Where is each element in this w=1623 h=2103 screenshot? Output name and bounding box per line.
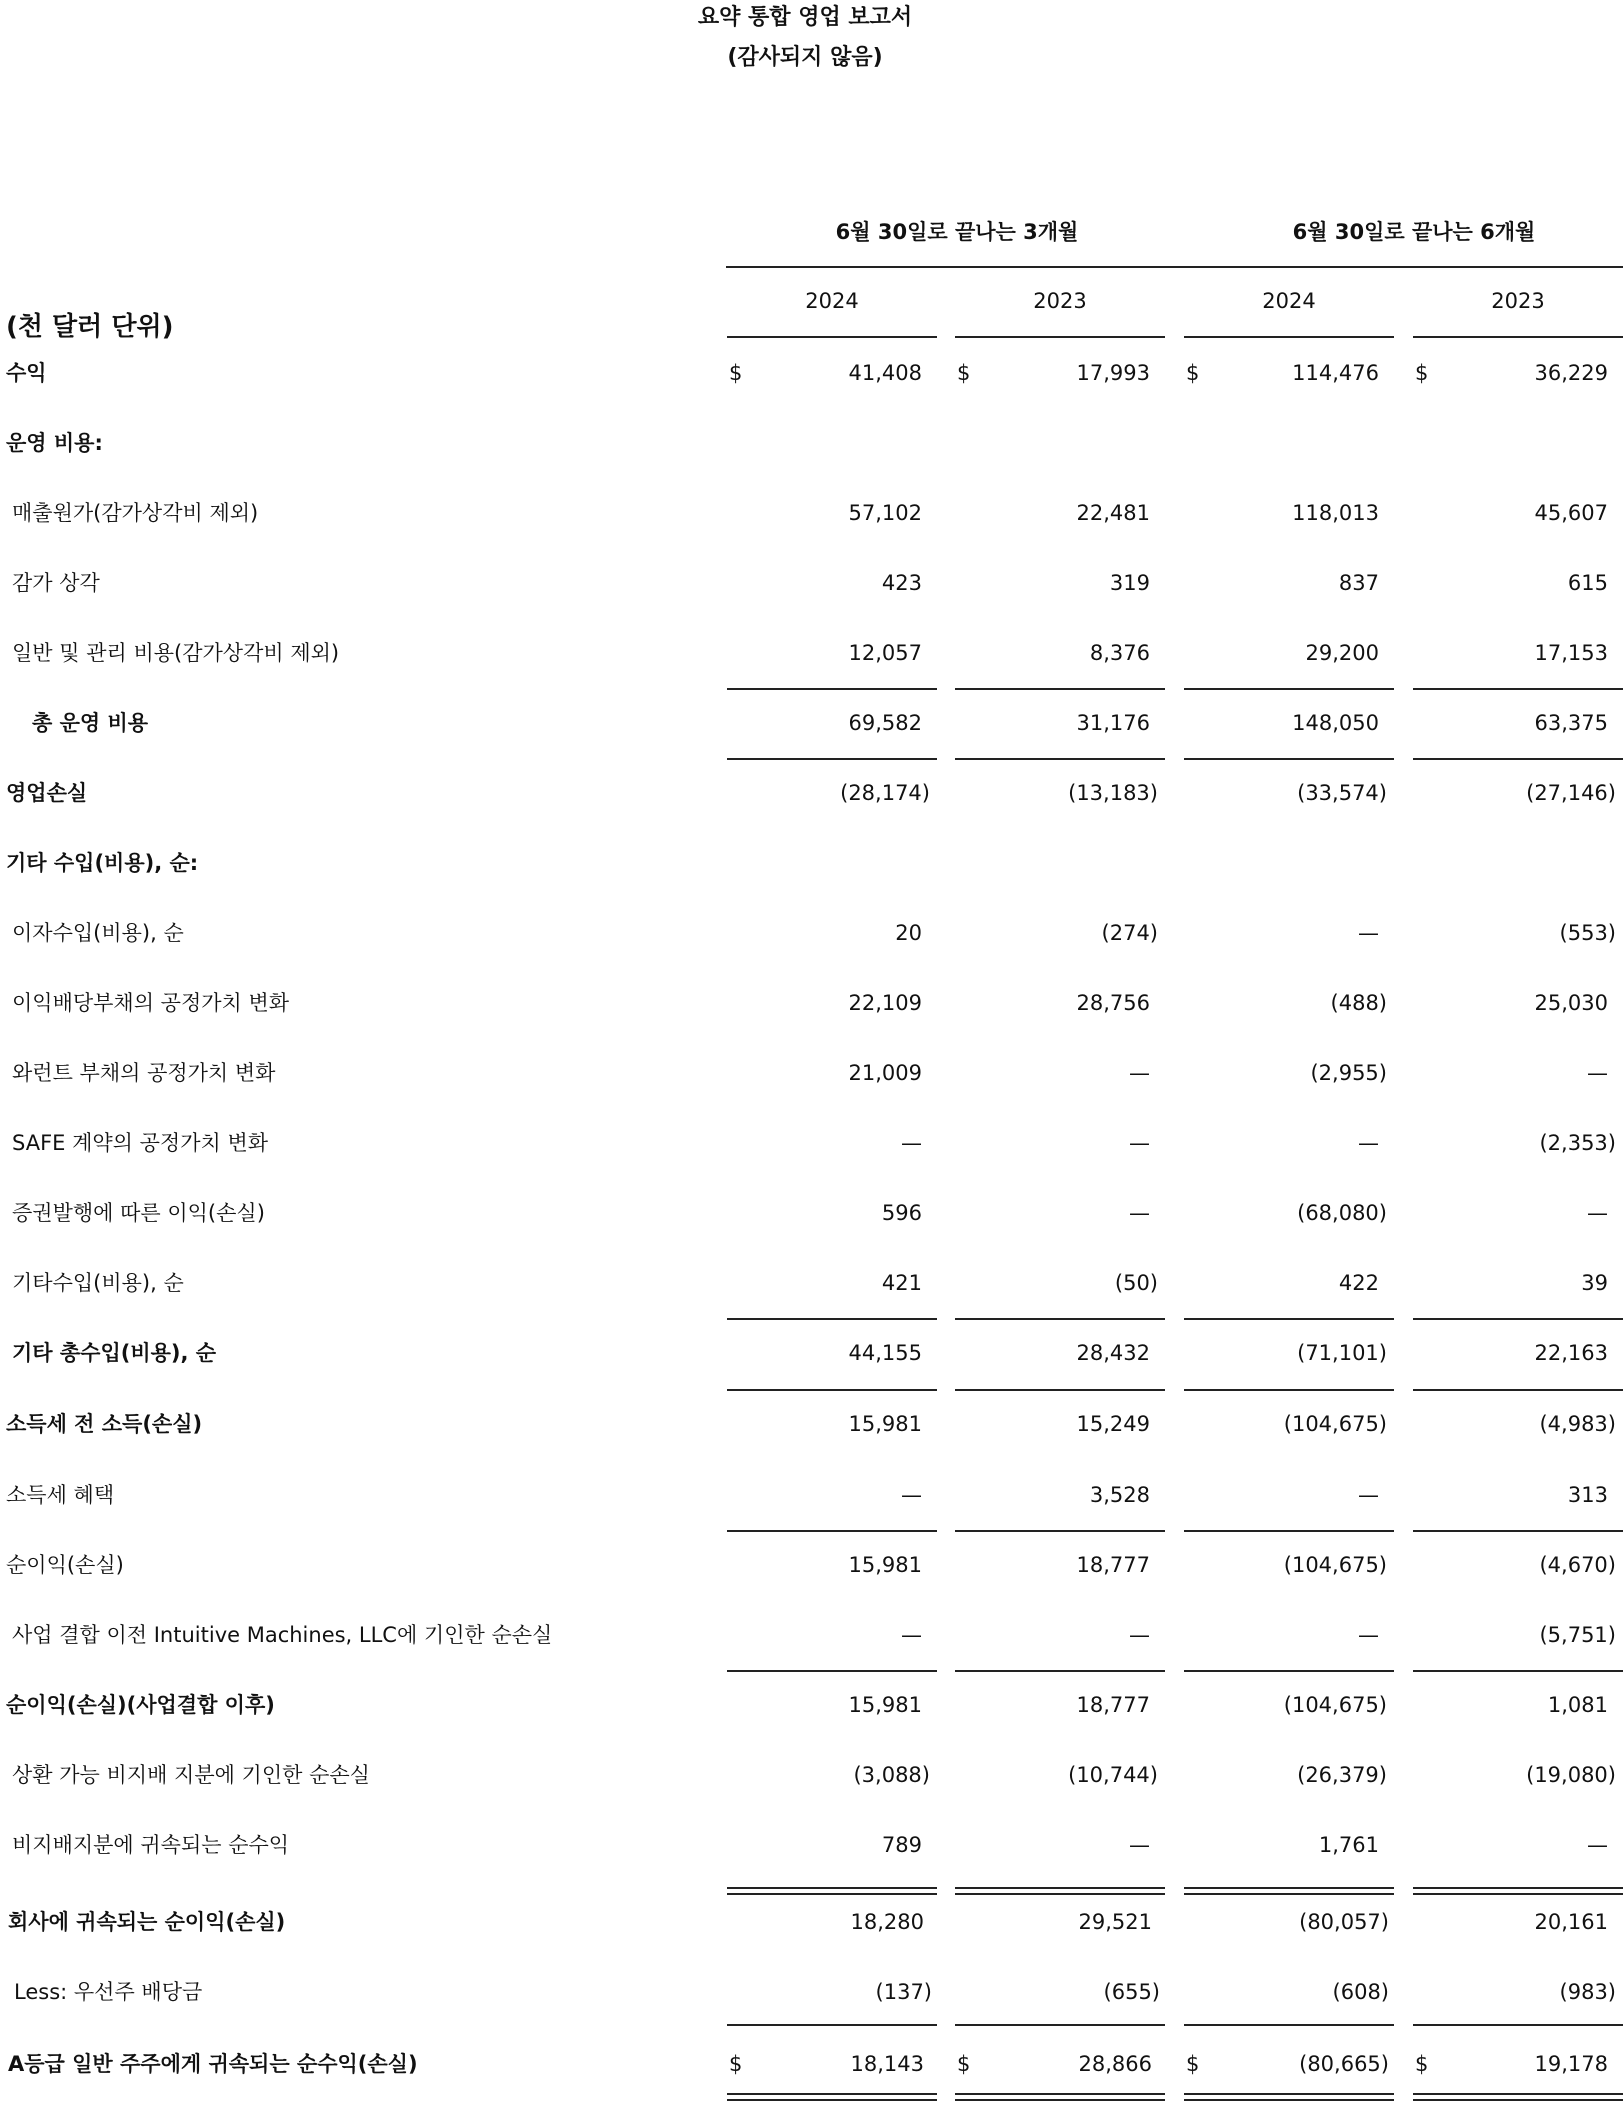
row-label: A등급 일반 주주에게 귀속되는 순수익(손실) [8, 2052, 418, 2076]
total-double-rule [1184, 2093, 1394, 2101]
value-cell: (26,379) [1297, 1763, 1387, 1787]
value-cell: — [1129, 1061, 1150, 1085]
value-cell: (104,675) [1283, 1553, 1387, 1577]
value-cell: 21,009 [848, 1061, 922, 1085]
value-cell: (13,183) [1068, 781, 1158, 805]
value-cell: (4,983) [1539, 1412, 1616, 1436]
row-label: 기타 총수입(비용), 순 [12, 1341, 217, 1365]
value-cell [1184, 843, 1379, 883]
value-cell: — [1129, 1833, 1150, 1857]
table-row [0, 1193, 1623, 1233]
value-cell: — [1129, 1201, 1150, 1225]
table-row [0, 773, 1623, 813]
period-header-3-months: 6월 30일로 끝나는 3개월 [835, 220, 1079, 244]
value-cell: (71,101) [1297, 1341, 1387, 1365]
total-double-rule [727, 1887, 937, 1895]
subtotal-rule [727, 2024, 937, 2026]
value-cell: 15,981 [848, 1553, 922, 1577]
subtotal-rule [727, 1389, 937, 1391]
value-cell: 3,528 [1089, 1483, 1150, 1507]
value-cell: (80,057) [1299, 1910, 1389, 1934]
total-double-rule [1413, 2093, 1623, 2101]
value-cell: (80,665) [1299, 2052, 1389, 2076]
value-cell: 313 [1567, 1483, 1608, 1507]
currency-symbol: $ [1415, 361, 1429, 385]
value-cell: 12,057 [848, 641, 922, 665]
value-cell: 1,761 [1318, 1833, 1379, 1857]
value-cell: — [1587, 1061, 1608, 1085]
subtotal-rule [955, 758, 1165, 760]
table-row [0, 1825, 1623, 1865]
table-row [0, 1475, 1623, 1515]
subtotal-rule [1413, 1670, 1623, 1672]
value-cell: 18,777 [1076, 1693, 1150, 1717]
value-cell: (608) [1332, 1980, 1389, 2004]
value-cell: 44,155 [848, 1341, 922, 1365]
value-cell: 36,229 [1534, 361, 1608, 385]
value-cell: 422 [1338, 1271, 1379, 1295]
value-cell: 319 [1109, 571, 1150, 595]
value-cell: (68,080) [1297, 1201, 1387, 1225]
subtotal-rule [727, 1530, 937, 1532]
currency-symbol: $ [729, 361, 743, 385]
total-double-rule [1184, 1887, 1394, 1895]
value-cell: 41,408 [848, 361, 922, 385]
year-underline [1413, 336, 1623, 338]
table-row [0, 633, 1623, 673]
currency-symbol: $ [957, 361, 971, 385]
subtotal-rule [1184, 1670, 1394, 1672]
value-cell: 25,030 [1534, 991, 1608, 1015]
value-cell: — [901, 1483, 922, 1507]
table-row [0, 983, 1623, 1023]
value-cell: — [1587, 1201, 1608, 1225]
value-cell [727, 423, 922, 463]
row-label: 이익배당부채의 공정가치 변화 [12, 991, 290, 1015]
value-cell: 8,376 [1089, 641, 1150, 665]
subtotal-rule [727, 1318, 937, 1320]
value-cell: 789 [881, 1833, 922, 1857]
year-underline [1184, 336, 1394, 338]
row-label: 영업손실 [6, 781, 88, 805]
value-cell: (2,353) [1539, 1131, 1616, 1155]
value-cell: (655) [1103, 1980, 1160, 2004]
value-cell: 29,521 [1078, 1910, 1152, 1934]
value-cell: — [1358, 921, 1379, 945]
table-row [0, 1333, 1623, 1373]
table-row [0, 1053, 1623, 1093]
row-label: 기타 수입(비용), 순: [6, 851, 199, 875]
value-cell: 63,375 [1534, 711, 1608, 735]
table-row [0, 1615, 1623, 1655]
value-cell [1413, 423, 1608, 463]
currency-symbol: $ [957, 2052, 971, 2076]
row-label: 이자수입(비용), 순 [12, 921, 184, 945]
row-label: 와런트 부채의 공정가치 변화 [12, 1061, 276, 1085]
period-underline [726, 266, 1188, 268]
table-row [0, 2044, 1623, 2084]
value-cell: 837 [1338, 571, 1379, 595]
table-row [0, 1404, 1623, 1444]
table-row [0, 423, 1623, 463]
subtotal-rule [1184, 1389, 1394, 1391]
table-row [0, 913, 1623, 953]
value-cell: — [1587, 1833, 1608, 1857]
value-cell: 22,163 [1534, 1341, 1608, 1365]
subtotal-rule [1413, 1530, 1623, 1532]
value-cell: (2,955) [1310, 1061, 1387, 1085]
value-cell: — [1129, 1131, 1150, 1155]
subtotal-rule [1413, 2024, 1623, 2026]
subtotal-rule [1184, 1318, 1394, 1320]
value-cell: 18,280 [850, 1910, 924, 1934]
currency-symbol: $ [1415, 2052, 1429, 2076]
subtotal-rule [955, 1389, 1165, 1391]
total-double-rule [1413, 1887, 1623, 1895]
value-cell: 29,200 [1305, 641, 1379, 665]
value-cell: 19,178 [1534, 2052, 1608, 2076]
row-label: Less: 우선주 배당금 [14, 1980, 203, 2004]
value-cell: 18,777 [1076, 1553, 1150, 1577]
table-row [0, 1263, 1623, 1303]
year-header: 2023 [1033, 289, 1087, 313]
value-cell: 17,993 [1076, 361, 1150, 385]
value-cell: (104,675) [1283, 1693, 1387, 1717]
value-cell: 423 [881, 571, 922, 595]
value-cell: 31,176 [1076, 711, 1150, 735]
subtotal-rule [727, 688, 937, 690]
value-cell: 596 [881, 1201, 922, 1225]
value-cell: 114,476 [1292, 361, 1379, 385]
row-label: 비지배지분에 귀속되는 순수익 [12, 1833, 290, 1857]
subtotal-rule [1184, 758, 1394, 760]
value-cell: (488) [1330, 991, 1387, 1015]
subtotal-rule [1413, 1389, 1623, 1391]
year-underline [727, 336, 937, 338]
table-row [0, 843, 1623, 883]
value-cell: — [1129, 1623, 1150, 1647]
row-label: 매출원가(감가상각비 제외) [12, 501, 259, 525]
value-cell: (3,088) [853, 1763, 930, 1787]
row-label: 일반 및 관리 비용(감가상각비 제외) [12, 641, 340, 665]
total-double-rule [727, 2093, 937, 2101]
subtotal-rule [1413, 758, 1623, 760]
row-label: 상환 가능 비지배 지분에 기인한 순손실 [12, 1763, 370, 1787]
currency-symbol: $ [729, 2052, 743, 2076]
value-cell: (19,080) [1526, 1763, 1616, 1787]
row-label: 사업 결합 이전 Intuitive Machines, LLC에 기인한 순손실 [12, 1623, 553, 1647]
value-cell [1184, 423, 1379, 463]
subtotal-rule [955, 1530, 1165, 1532]
total-double-rule [955, 1887, 1165, 1895]
value-cell: — [901, 1623, 922, 1647]
value-cell: 28,866 [1078, 2052, 1152, 2076]
subtotal-rule [1184, 688, 1394, 690]
value-cell: 57,102 [848, 501, 922, 525]
value-cell: (28,174) [840, 781, 930, 805]
row-label: 총 운영 비용 [32, 711, 149, 735]
year-header: 2024 [805, 289, 859, 313]
value-cell: — [1358, 1623, 1379, 1647]
value-cell: 18,143 [850, 2052, 924, 2076]
row-label: 증권발행에 따른 이익(손실) [12, 1201, 265, 1225]
subtotal-rule [955, 688, 1165, 690]
year-header: 2024 [1262, 289, 1316, 313]
value-cell: 421 [881, 1271, 922, 1295]
table-row [0, 1755, 1623, 1795]
value-cell [1413, 843, 1608, 883]
value-cell: (137) [875, 1980, 932, 2004]
value-cell: 28,432 [1076, 1341, 1150, 1365]
value-cell: 20,161 [1534, 1910, 1608, 1934]
value-cell: 148,050 [1292, 711, 1379, 735]
subtotal-rule [727, 1670, 937, 1672]
value-cell: (104,675) [1283, 1412, 1387, 1436]
units-label: (천 달러 단위) [6, 312, 174, 342]
subtotal-rule [955, 1670, 1165, 1672]
period-header-6-months: 6월 30일로 끝나는 6개월 [1292, 220, 1536, 244]
value-cell: (10,744) [1068, 1763, 1158, 1787]
value-cell [955, 843, 1150, 883]
value-cell: 22,481 [1076, 501, 1150, 525]
table-row [0, 1902, 1623, 1942]
value-cell: (553) [1559, 921, 1616, 945]
value-cell: 1,081 [1547, 1693, 1608, 1717]
table-row [0, 1545, 1623, 1585]
table-row [0, 563, 1623, 603]
value-cell: 45,607 [1534, 501, 1608, 525]
value-cell: — [1358, 1483, 1379, 1507]
value-cell: 20 [895, 921, 922, 945]
value-cell: (50) [1114, 1271, 1158, 1295]
subtotal-rule [1413, 1318, 1623, 1320]
report-subtitle: (감사되지 않음) [727, 45, 883, 70]
value-cell: 15,981 [848, 1693, 922, 1717]
subtotal-rule [1413, 688, 1623, 690]
value-cell: (5,751) [1539, 1623, 1616, 1647]
subtotal-rule [955, 1318, 1165, 1320]
value-cell: 28,756 [1076, 991, 1150, 1015]
row-label: 소득세 전 소득(손실) [6, 1412, 203, 1436]
value-cell: 39 [1581, 1271, 1608, 1295]
value-cell [727, 843, 922, 883]
table-row [0, 1685, 1623, 1725]
value-cell: 17,153 [1534, 641, 1608, 665]
value-cell: (274) [1101, 921, 1158, 945]
table-row [0, 353, 1623, 393]
value-cell: (983) [1559, 1980, 1616, 2004]
subtotal-rule [1184, 1530, 1394, 1532]
row-label: 수익 [6, 361, 47, 385]
value-cell: 118,013 [1292, 501, 1379, 525]
value-cell: 15,981 [848, 1412, 922, 1436]
subtotal-rule [955, 2024, 1165, 2026]
subtotal-rule [1184, 2024, 1394, 2026]
table-row [0, 1972, 1623, 2012]
report-title: 요약 통합 영업 보고서 [697, 5, 913, 30]
year-underline [955, 336, 1165, 338]
row-label: SAFE 계약의 공정가치 변화 [12, 1131, 269, 1155]
row-label: 기타수입(비용), 순 [12, 1271, 184, 1295]
currency-symbol: $ [1186, 2052, 1200, 2076]
value-cell: 15,249 [1076, 1412, 1150, 1436]
row-label: 순이익(손실)(사업결합 이후) [6, 1693, 275, 1717]
row-label: 감가 상각 [12, 571, 100, 595]
total-double-rule [955, 2093, 1165, 2101]
value-cell: — [1358, 1131, 1379, 1155]
currency-symbol: $ [1186, 361, 1200, 385]
table-row [0, 1123, 1623, 1163]
row-label: 소득세 혜택 [6, 1483, 115, 1507]
row-label: 운영 비용: [6, 431, 103, 455]
value-cell: 615 [1567, 571, 1608, 595]
year-header: 2023 [1491, 289, 1545, 313]
period-underline [1183, 266, 1623, 268]
table-row [0, 703, 1623, 743]
value-cell: (27,146) [1526, 781, 1616, 805]
value-cell: — [901, 1131, 922, 1155]
value-cell: 22,109 [848, 991, 922, 1015]
table-row [0, 493, 1623, 533]
value-cell [955, 423, 1150, 463]
value-cell: (33,574) [1297, 781, 1387, 805]
subtotal-rule [727, 758, 937, 760]
row-label: 순이익(손실) [6, 1553, 124, 1577]
row-label: 회사에 귀속되는 순이익(손실) [8, 1910, 286, 1934]
value-cell: (4,670) [1539, 1553, 1616, 1577]
value-cell: 69,582 [848, 711, 922, 735]
